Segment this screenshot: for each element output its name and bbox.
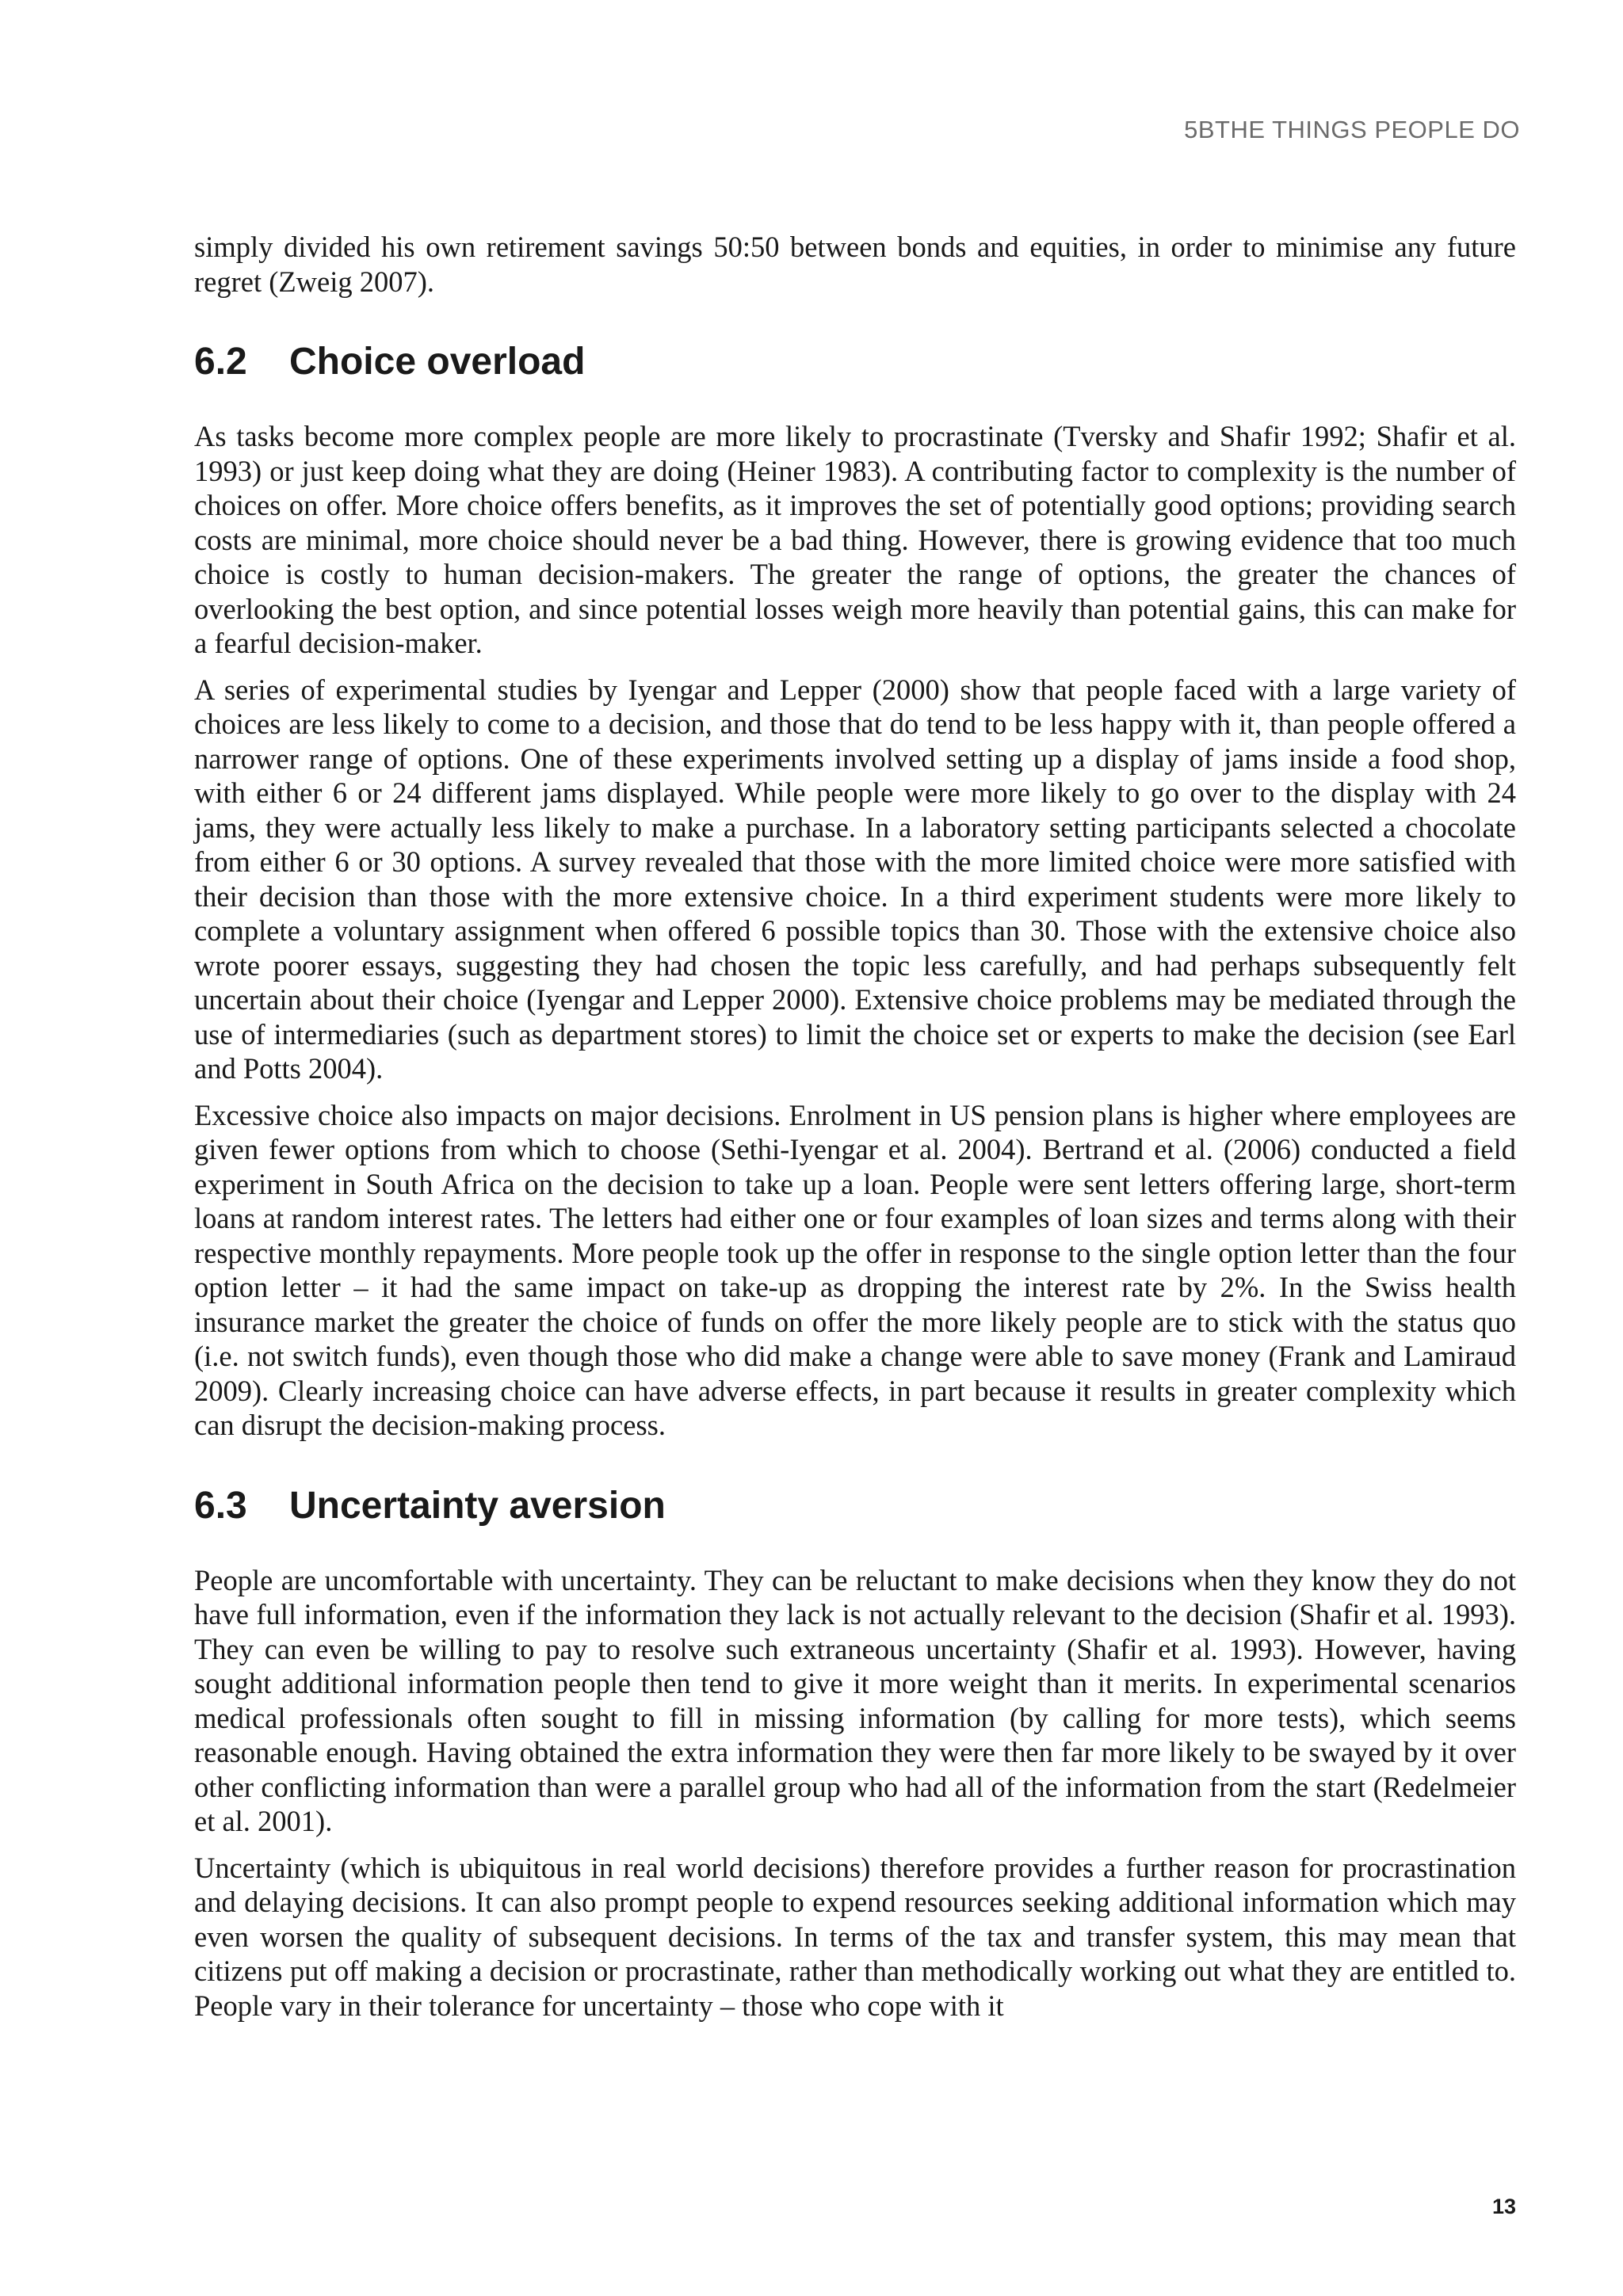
- intro-paragraph: simply divided his own retirement savings 50:50 between bonds and equities, in order to minimise any future regret (Zweig 2007).: [194, 231, 1516, 298]
- section-number: 6.2: [194, 341, 247, 383]
- section-heading-6-2: [194, 340, 1516, 384]
- running-header: 5BTHE THINGS PEOPLE DO: [1184, 116, 1520, 143]
- section-heading-6-3: [194, 1484, 1516, 1528]
- page-content: [194, 230, 1516, 2035]
- body-paragraph: Uncertainty (which is ubiquitous in real world decisions) therefore provides a further reason for procrastination and delaying decisions. It can also prompt people to expend resources seeking additional information which may even worsen the quality of subsequent decisions. In terms of the tax and transfer system, this may mean that citizens put off making a decision or procrastinate, rather than methodically working out what they are entitled to. People vary in their tolerance for uncertainty – those who cope with it: [194, 1851, 1516, 2022]
- page-number: 13: [1491, 2195, 1516, 2218]
- section-number: 6.3: [194, 1484, 247, 1527]
- body-paragraph: A series of experimental studies by Iyengar and Lepper (2000) show that people faced with a large variety of choices are less likely to come to a decision, and those that do tend to be less happy with it, than people offered a narrower range of options. One of these experiments involved setting up a display of jams inside a food shop, with either 6 or 24 different jams displayed. While people were more likely to go over to the display with 24 jams, they were actually less likely to make a purchase. In a laboratory setting participants selected a chocolate from either 6 or 30 options. A survey revealed that those with the more limited choice were more satisfied with their decision than those with the more extensive choice. In a third experiment students were more likely to complete a voluntary assignment when offered 6 possible topics than 30. Those with the extensive choice also wrote poorer essays, suggesting they had chosen the topic less carefully, and had perhaps subsequently felt uncertain about their choice (Iyengar and Lepper 2000). Extensive choice problems may be mediated through the use of intermediaries (such as department stores) to limit the choice set or experts to make the decision (see Earl and Potts 2004).: [194, 673, 1516, 1085]
- section-title: Uncertainty aversion: [289, 1484, 666, 1527]
- body-paragraph: As tasks become more complex people are more likely to procrastinate (Tversky and Shafir 1992; Shafir et al. 1993) or just keep doing what they are doing (Heiner 1983). A contributing factor to complexity is the number of choices on offer. More choice offers benefits, as it improves the set of potentially good options; providing search costs are minimal, more choice should never be a bad thing. However, there is growing evidence that too much choice is costly to human decision-makers. The greater the range of options, the greater the chances of overlooking the best option, and since potential losses weigh more heavily than potential gains, this can make for a fearful decision-maker.: [194, 420, 1516, 659]
- body-paragraph: People are uncomfortable with uncertainty. They can be reluctant to make decisions when they know they do not have full information, even if the information they lack is not actually relevant to the decision (Shafir et al. 1993). They can even be willing to pay to resolve such extraneous uncertainty (Shafir et al. 1993). However, having sought additional information people then tend to give it more weight than it merits. In experimental scenarios medical professionals often sought to fill in missing information (by calling for more tests), which seems reasonable enough. Having obtained the extra information they were then far more likely to be swayed by it over other conflicting information than were a parallel group who had all of the information from the start (Redelmeier et al. 2001).: [194, 1563, 1516, 1837]
- body-paragraph: Excessive choice also impacts on major decisions. Enrolment in US pension plans is higher where employees are given fewer options from which to choose (Sethi-Iyengar et al. 2004). Bertrand et al. (2006) conducted a field experiment in South Africa on the decision to take up a loan. People were sent letters offering large, short-term loans at random interest rates. The letters had either one or four examples of loan sizes and terms along with their respective monthly repayments. More people took up the offer in response to the single option letter than the four option letter – it had the same impact on take-up as dropping the interest rate by 2%. In the Swiss health insurance market the greater the choice of funds on offer the more likely people are to stick with the status quo (i.e. not switch funds), even though those who did make a change were able to save money (Frank and Lamiraud 2009). Clearly increasing choice can have adverse effects, in part because it results in greater complexity which can disrupt the decision-making process.: [194, 1098, 1516, 1441]
- section-title: Choice overload: [289, 341, 586, 383]
